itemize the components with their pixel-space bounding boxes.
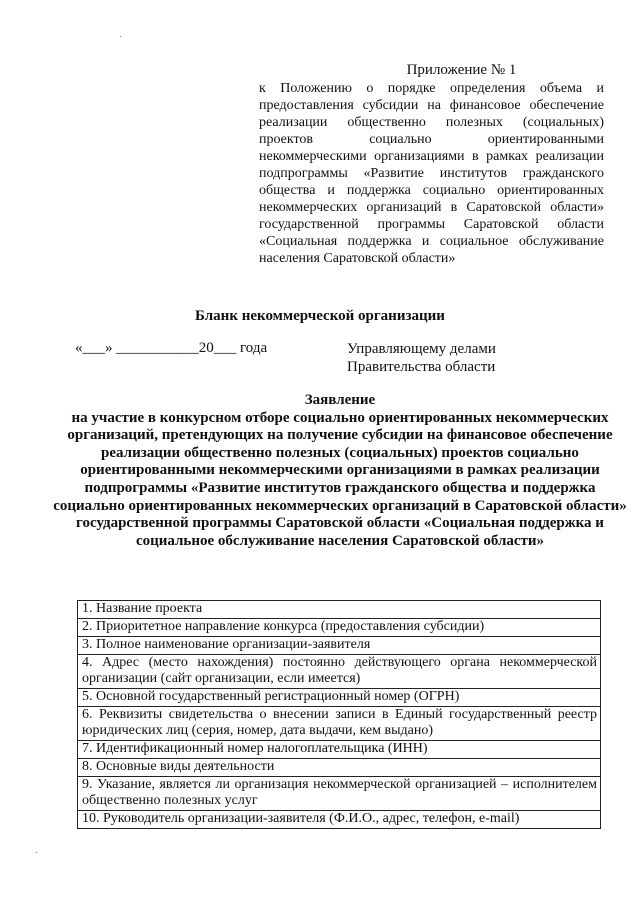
form-row-cell: 1. Название проекта — [78, 601, 601, 619]
application-form-table — [77, 600, 601, 829]
form-row-cell: 2. Приоритетное направление конкурса (предоставления субсидии) — [78, 619, 601, 637]
letterhead-placeholder: Бланк некоммерческой организации — [195, 308, 445, 324]
table-row — [78, 777, 601, 811]
statement-heading — [50, 392, 630, 550]
form-row-cell: 9. Указание, является ли организация некоммерческой организацией – исполнителем общественно полезных услуг — [78, 777, 601, 811]
table-row — [78, 707, 601, 741]
annex-block — [259, 62, 604, 267]
table-row — [78, 759, 601, 777]
table-row — [78, 601, 601, 619]
form-row-cell: 6. Реквизиты свидетельства о внесении записи в Единый государственный реестр юридических лиц (серия, номер, дата выдачи, кем выдано) — [78, 707, 601, 741]
form-row-cell: 3. Полное наименование организации-заявителя — [78, 637, 601, 655]
table-row — [78, 637, 601, 655]
addressee-line-1: Управляющему делами — [347, 341, 496, 357]
table-row — [78, 619, 601, 637]
form-row-cell: 7. Идентификационный номер налогоплательщика (ИНН) — [78, 741, 601, 759]
date-line: «___» ___________20___ года — [75, 340, 268, 356]
statement-text: на участие в конкурсном отборе социально ориентированных некоммерческих организаций, претендующих на получение субсидии на финансовое обеспечение реализации общественно полезных (социальных) проектов социально ориентированными некоммерческими организациями в рамках реализации подпрограммы «Развитие институтов гражданского общества и поддержка социально ориентированных некоммерческих организаций в Саратовской области» государственной программы Саратовской области «Социальная поддержка и социальное обслуживание населения Саратовской области» — [53, 409, 627, 549]
form-row-cell: 8. Основные виды деятельности — [78, 759, 601, 777]
scan-speck — [36, 852, 37, 853]
table-row — [78, 655, 601, 689]
table-row — [78, 811, 601, 829]
addressee-line-2: Правительства области — [347, 359, 496, 375]
addressee-block — [347, 340, 496, 376]
form-row-cell: 5. Основной государственный регистрационный номер (ОГРН) — [78, 689, 601, 707]
form-row-cell: 4. Адрес (место нахождения) постоянно действующего органа некоммерческой организации (сайт организации, если имеется) — [78, 655, 601, 689]
form-row-cell: 10. Руководитель организации-заявителя (Ф.И.О., адрес, телефон, e-mail) — [78, 811, 601, 829]
annex-text: к Положению о порядке определения объема и предоставления субсидии на финансовое обеспечение реализации общественно полезных (социальных) проектов социально ориентированными некоммерческими организациями в рамках реализации подпрограммы «Развитие институтов гражданского общества и поддержка социально ориентированных некоммерческих организаций в Саратовской области» государственной программы Саратовской области «Социальная поддержка и социальное обслуживание населения Саратовской области» — [259, 81, 604, 266]
annex-title: Приложение № 1 — [406, 62, 517, 78]
table-row — [78, 689, 601, 707]
statement-title: Заявление — [304, 392, 376, 408]
scan-speck — [120, 36, 121, 37]
table-row — [78, 741, 601, 759]
